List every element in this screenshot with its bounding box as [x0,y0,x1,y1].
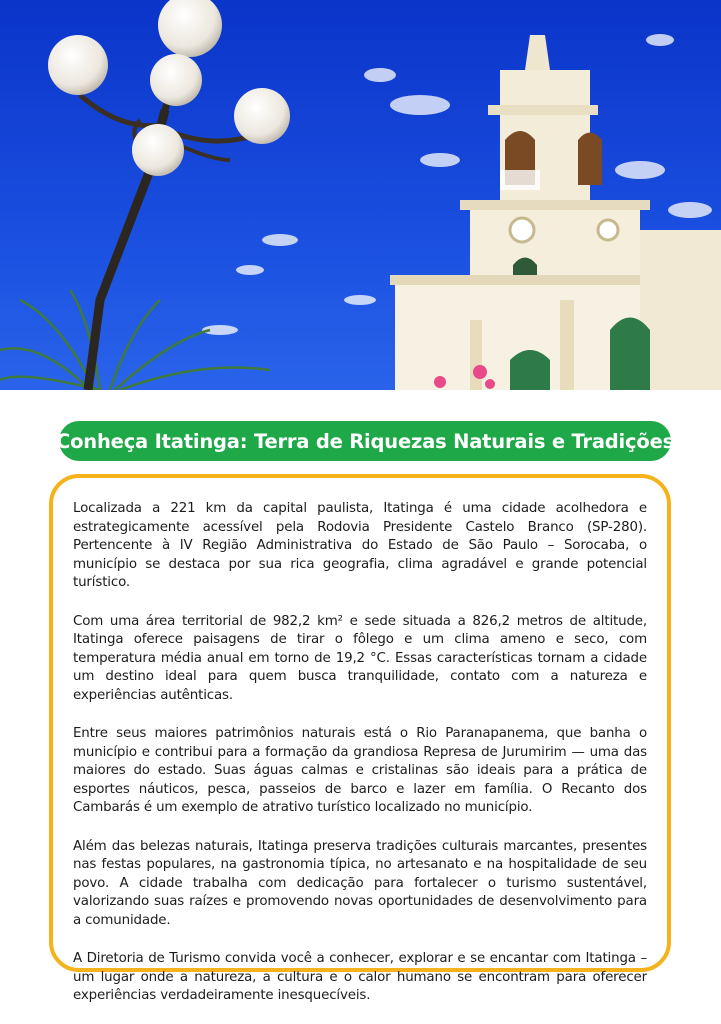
paragraph-natural-heritage: Entre seus maiores patrimônios naturais está o Rio Paranapanema, que banha o município e contribui para a formação da grandiosa Represa de Jurumirim — uma das maiores do estado. Suas águas calmas e cristalinas são ideais para a prática de esportes náuticos, pesca, passeios de barco e lazer em família. O Recanto dos Cambarás é um exemplo de atrativo turístico localizado no município. [73,726,647,815]
paragraph-culture: Além das belezas naturais, Itatinga preserva tradições culturais marcantes, presentes nas festas populares, na gastronomia típica, no artesanato e na hospitalidade de seu povo. A cidade trabalha com dedicação para fortalecer o turismo sustentável, valorizando suas raízes e promovendo novas oportunidades de desenvolvimento para a comunidade. [73,838,647,928]
title-banner [56,421,675,461]
hero-illustration [0,0,721,390]
paragraph-location: Localizada a 221 km da capital paulista, Itatinga é uma cidade acolhedora e estrategicamente acessível pela Rodovia Presidente Castelo Branco (SP-280). Pertencente à IV Região Administrativa do Estado de São Paulo – Sorocaba, o município se destaca por sua rica geografia, clima agradável e grande potencial turístico. [73,501,647,590]
paragraph-geography: Com uma área territorial de 982,2 km² e sede situada a 826,2 metros de altitude, Itatinga oferece paisagens de tirar o fôlego e um clima ameno e seco, com temperatura média anual em torno de 19,2 °C. Essas características tornam a cidade um destino ideal para quem busca tranquilidade, contato com a natureza e experiências autênticas. [73,613,647,703]
text-card [49,474,671,1003]
hero-photo [0,0,721,390]
page-title: Conheça Itatinga: Terra de Riquezas Naturais e Tradições [56,429,675,453]
paragraph-invitation: A Diretoria de Turismo convida você a conhecer, explorar e se encantar com Itatinga – um lugar onde a natureza, a cultura e o calor humano se encontram para oferecer experiências verdadeiramente inesquecíveis. [73,951,647,1003]
